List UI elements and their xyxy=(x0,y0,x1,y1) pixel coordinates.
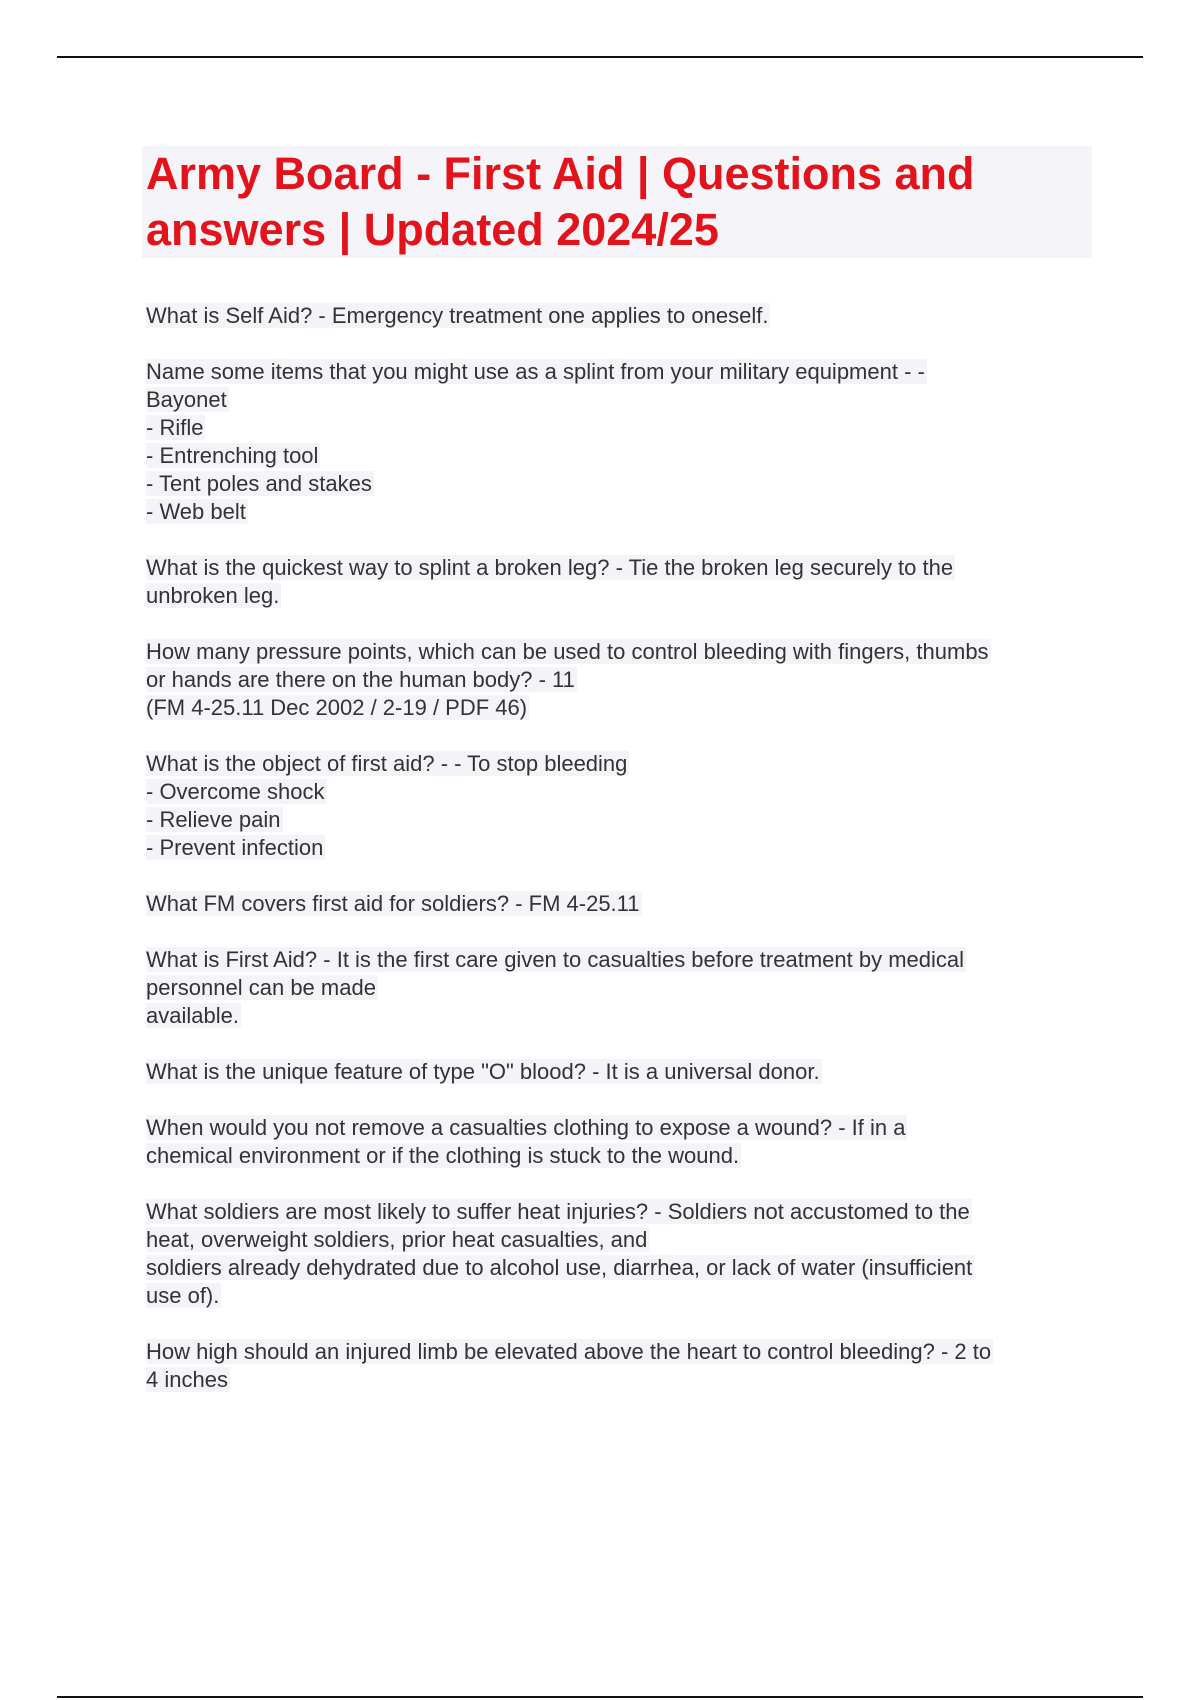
qa-line-text: personnel can be made xyxy=(146,975,376,1000)
qa-line xyxy=(146,1002,1086,1030)
qa-line-text: What is First Aid? - It is the first care given to casualties before treatment by medical xyxy=(146,947,964,972)
qa-line xyxy=(146,1198,1086,1226)
qa-line-text: - Overcome shock xyxy=(146,779,325,804)
qa-line-text: - Web belt xyxy=(146,499,246,524)
qa-line xyxy=(146,638,1086,666)
qa-line xyxy=(146,1226,1086,1254)
qa-line xyxy=(146,1338,1086,1366)
qa-line-text: Bayonet xyxy=(146,387,227,412)
qa-line-text: use of). xyxy=(146,1283,220,1308)
qa-line-text: 4 inches xyxy=(146,1367,228,1392)
title-line-2: answers | Updated 2024/25 xyxy=(146,204,719,255)
qa-item xyxy=(146,1058,1086,1086)
qa-line-text: What is the quickest way to splint a broken leg? - Tie the broken leg securely to the xyxy=(146,555,954,580)
qa-line-text: What is the object of first aid? - - To stop bleeding xyxy=(146,751,628,776)
qa-line xyxy=(146,1366,1086,1394)
qa-line-text: What soldiers are most likely to suffer heat injuries? - Soldiers not accustomed to the xyxy=(146,1199,970,1224)
qa-line-text: - Entrenching tool xyxy=(146,443,319,468)
qa-line xyxy=(146,1058,1086,1086)
qa-line xyxy=(146,554,1086,582)
qa-item xyxy=(146,1338,1086,1394)
qa-line xyxy=(146,890,1086,918)
qa-line xyxy=(146,694,1086,722)
qa-item xyxy=(146,890,1086,918)
qa-line xyxy=(146,750,1086,778)
qa-line xyxy=(146,498,1086,526)
qa-line-text: or hands are there on the human body? - 11 xyxy=(146,667,575,692)
qa-line xyxy=(146,806,1086,834)
qa-line-text: Name some items that you might use as a splint from your military equipment - - xyxy=(146,359,925,384)
qa-line-text: - Relieve pain xyxy=(146,807,281,832)
qa-line-text: (FM 4-25.11 Dec 2002 / 2-19 / PDF 46) xyxy=(146,695,528,720)
qa-line-text: heat, overweight soldiers, prior heat casualties, and xyxy=(146,1227,648,1252)
qa-line xyxy=(146,946,1086,974)
qa-line-text: available. xyxy=(146,1003,239,1028)
qa-line-text: What is Self Aid? - Emergency treatment one applies to oneself. xyxy=(146,303,769,328)
title-line-1: Army Board - First Aid | Questions and xyxy=(146,148,975,199)
qa-line-text: When would you not remove a casualties clothing to expose a wound? - If in a xyxy=(146,1115,906,1140)
qa-line-text: chemical environment or if the clothing is stuck to the wound. xyxy=(146,1143,740,1168)
qa-line-text: What is the unique feature of type "O" blood? - It is a universal donor. xyxy=(146,1059,820,1084)
qa-item xyxy=(146,638,1086,722)
qa-line-text: - Prevent infection xyxy=(146,835,324,860)
qa-line xyxy=(146,1254,1086,1282)
qa-line-text: soldiers already dehydrated due to alcohol use, diarrhea, or lack of water (insufficient xyxy=(146,1255,973,1280)
qa-item xyxy=(146,750,1086,862)
qa-line xyxy=(146,778,1086,806)
qa-line-text: What FM covers first aid for soldiers? - FM 4-25.11 xyxy=(146,891,640,916)
qa-line xyxy=(146,470,1086,498)
footer-rule xyxy=(57,1696,1143,1698)
qa-item xyxy=(146,358,1086,526)
qa-item xyxy=(146,1198,1086,1310)
qa-line xyxy=(146,414,1086,442)
qa-line xyxy=(146,974,1086,1002)
qa-line xyxy=(146,302,1086,330)
qa-list xyxy=(146,302,1086,1422)
qa-line xyxy=(146,358,1086,386)
qa-line-text: unbroken leg. xyxy=(146,583,280,608)
qa-line-text: - Tent poles and stakes xyxy=(146,471,372,496)
qa-line xyxy=(146,1142,1086,1170)
qa-line-text: How high should an injured limb be elevated above the heart to control bleeding? - 2 to xyxy=(146,1339,992,1364)
qa-line xyxy=(146,834,1086,862)
qa-line xyxy=(146,666,1086,694)
qa-line xyxy=(146,442,1086,470)
page-title xyxy=(146,146,1086,258)
qa-item xyxy=(146,946,1086,1030)
qa-item xyxy=(146,554,1086,610)
qa-line xyxy=(146,582,1086,610)
qa-line-text: How many pressure points, which can be used to control bleeding with fingers, thumbs xyxy=(146,639,989,664)
header-rule xyxy=(57,56,1143,58)
qa-line xyxy=(146,1282,1086,1310)
qa-line xyxy=(146,1114,1086,1142)
qa-item xyxy=(146,302,1086,330)
qa-line-text: - Rifle xyxy=(146,415,204,440)
qa-item xyxy=(146,1114,1086,1170)
qa-line xyxy=(146,386,1086,414)
